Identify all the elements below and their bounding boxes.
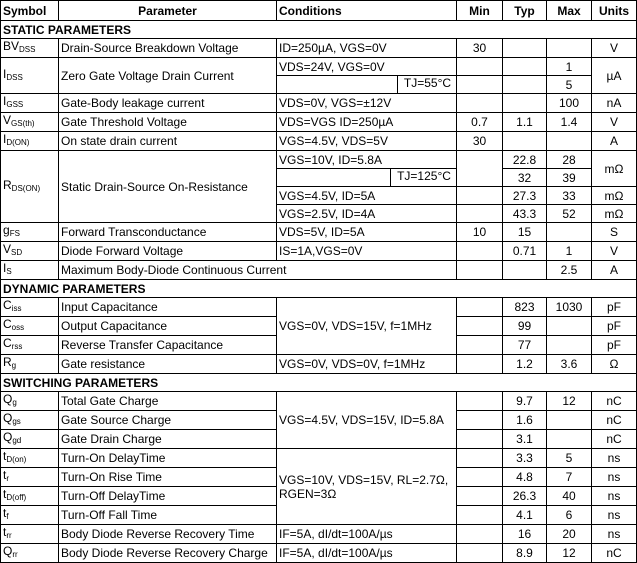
typ: 1.6 — [503, 411, 547, 430]
condition: VGS=4.5V, VDS=15V, ID=5.8A — [277, 392, 457, 449]
unit: mΩ — [592, 205, 637, 223]
condition — [277, 169, 457, 187]
max: 20 — [547, 525, 592, 544]
condition: VGS=2.5V, ID=4A — [277, 205, 457, 223]
condition: IF=5A, dI/dt=100A/µs — [277, 544, 457, 563]
condition: VDS=5V, ID=5A — [277, 223, 457, 242]
parameter: Body Diode Reverse Recovery Charge — [59, 544, 277, 563]
parameter: Gate Drain Charge — [59, 430, 277, 449]
table-row — [1, 39, 637, 58]
section-row — [1, 21, 637, 39]
typ: 4.1 — [503, 506, 547, 525]
max: 12 — [547, 392, 592, 411]
unit: pF — [592, 336, 637, 355]
typ: 3.1 — [503, 430, 547, 449]
symbol: $g_{FS}$ — [1, 223, 59, 242]
min — [457, 261, 503, 280]
parameter: Static Drain-Source On-Resistance — [59, 151, 277, 223]
parameter: Body Diode Reverse Recovery Time — [59, 525, 277, 544]
min — [457, 487, 503, 506]
parameter: Gate resistance — [59, 355, 277, 374]
max: 3.6 — [547, 355, 592, 374]
symbol: $C_{rss}$ — [1, 336, 59, 355]
section-switching: SWITCHING PARAMETERS — [1, 374, 637, 392]
parameter: Gate Source Charge — [59, 411, 277, 430]
parameter: Gate-Body leakage current — [59, 94, 277, 113]
typ: 32 — [503, 169, 547, 187]
table-row — [1, 544, 637, 563]
header-conditions: Conditions — [277, 1, 457, 21]
section-row — [1, 280, 637, 298]
min: 10 — [457, 223, 503, 242]
min — [457, 544, 503, 563]
typ: 26.3 — [503, 487, 547, 506]
parameter: Maximum Body-Diode Continuous Current — [59, 261, 457, 280]
symbol: $t_f$ — [1, 506, 59, 525]
condition: IF=5A, dI/dt=100A/µs — [277, 525, 457, 544]
unit: V — [592, 113, 637, 132]
min: 30 — [457, 39, 503, 58]
symbol: $t_{D(on)}$ — [1, 449, 59, 468]
section-row — [1, 374, 637, 392]
typ — [503, 58, 547, 76]
min — [457, 94, 503, 113]
unit: pF — [592, 298, 637, 317]
min — [457, 392, 503, 411]
unit: ns — [592, 525, 637, 544]
unit: nC — [592, 430, 637, 449]
condition: IS=1A,VGS=0V — [277, 242, 457, 261]
min — [457, 506, 503, 525]
max: 6 — [547, 506, 592, 525]
symbol: $Q_{gs}$ — [1, 411, 59, 430]
min — [457, 187, 503, 205]
max — [547, 223, 592, 242]
min — [457, 449, 503, 468]
min — [457, 430, 503, 449]
min — [457, 76, 503, 94]
typ: 3.3 — [503, 449, 547, 468]
min — [457, 58, 503, 76]
unit: V — [592, 39, 637, 58]
unit: nC — [592, 544, 637, 563]
parameter: On state drain current — [59, 132, 277, 151]
unit: A — [592, 132, 637, 151]
max — [547, 411, 592, 430]
condition — [277, 76, 457, 94]
min — [457, 298, 503, 317]
min — [457, 355, 503, 374]
max — [547, 39, 592, 58]
symbol: $I_{DSS}$ — [1, 58, 59, 94]
header-row — [1, 1, 637, 21]
min — [457, 336, 503, 355]
typ — [503, 132, 547, 151]
condition: VGS=0V, VDS=15V, f=1MHz — [277, 298, 457, 355]
max: 7 — [547, 468, 592, 487]
max: 1030 — [547, 298, 592, 317]
max: 1.4 — [547, 113, 592, 132]
parameter: Input Capacitance — [59, 298, 277, 317]
typ: 9.7 — [503, 392, 547, 411]
max: 100 — [547, 94, 592, 113]
unit: nA — [592, 94, 637, 113]
symbol: $Q_{rr}$ — [1, 544, 59, 563]
symbol: $t_r$ — [1, 468, 59, 487]
parameter: Drain-Source Breakdown Voltage — [59, 39, 277, 58]
typ: 8.9 — [503, 544, 547, 563]
header-units: Units — [592, 1, 637, 21]
min — [457, 317, 503, 336]
min — [457, 151, 503, 187]
symbol: $I_S$ — [1, 261, 59, 280]
max: 1 — [547, 58, 592, 76]
unit: µA — [592, 58, 637, 94]
symbol: $I_{D(ON)}$ — [1, 132, 59, 151]
parameter: Zero Gate Voltage Drain Current — [59, 58, 277, 94]
condition: VDS=0V, VGS=±12V — [277, 94, 457, 113]
typ — [503, 76, 547, 94]
tj-condition: TJ=125°C — [390, 169, 457, 186]
unit: V — [592, 242, 637, 261]
unit: ns — [592, 506, 637, 525]
symbol: $t_{D(off)}$ — [1, 487, 59, 506]
symbol: $BV_{DSS}$ — [1, 39, 59, 58]
max: 5 — [547, 449, 592, 468]
tj-condition: TJ=55°C — [397, 76, 457, 93]
table-row — [1, 242, 637, 261]
typ: 99 — [503, 317, 547, 336]
unit: nC — [592, 411, 637, 430]
symbol: $V_{SD}$ — [1, 242, 59, 261]
parameter: Gate Threshold Voltage — [59, 113, 277, 132]
parameter: Turn-On Rise Time — [59, 468, 277, 487]
unit: pF — [592, 317, 637, 336]
header-symbol: Symbol — [1, 1, 59, 21]
typ: 4.8 — [503, 468, 547, 487]
typ: 15 — [503, 223, 547, 242]
parameter: Turn-On DelayTime — [59, 449, 277, 468]
condition: ID=250µA, VGS=0V — [277, 39, 457, 58]
unit: ns — [592, 449, 637, 468]
unit: mΩ — [592, 151, 637, 187]
typ — [503, 261, 547, 280]
max: 40 — [547, 487, 592, 506]
typ — [503, 94, 547, 113]
table-row — [1, 58, 637, 76]
typ: 823 — [503, 298, 547, 317]
min — [457, 242, 503, 261]
parameter: Total Gate Charge — [59, 392, 277, 411]
unit: nC — [592, 392, 637, 411]
max — [547, 430, 592, 449]
table-row — [1, 94, 637, 113]
condition: VGS=0V, VDS=0V, f=1MHz — [277, 355, 457, 374]
max: 39 — [547, 169, 592, 187]
symbol: $Q_{gd}$ — [1, 430, 59, 449]
unit: S — [592, 223, 637, 242]
table-row — [1, 392, 637, 411]
parameter: Reverse Transfer Capacitance — [59, 336, 277, 355]
typ: 16 — [503, 525, 547, 544]
typ: 1.1 — [503, 113, 547, 132]
min — [457, 525, 503, 544]
parameter: Diode Forward Voltage — [59, 242, 277, 261]
max — [547, 317, 592, 336]
condition: VDS=VGS ID=250µA — [277, 113, 457, 132]
table-row — [1, 151, 637, 169]
table-row — [1, 298, 637, 317]
parameter: Output Capacitance — [59, 317, 277, 336]
unit: ns — [592, 487, 637, 506]
max: 33 — [547, 187, 592, 205]
table-row — [1, 113, 637, 132]
parameter: Forward Transconductance — [59, 223, 277, 242]
min — [457, 468, 503, 487]
header-min: Min — [457, 1, 503, 21]
symbol: $V_{GS(th)}$ — [1, 113, 59, 132]
symbol: $R_{DS(ON)}$ — [1, 151, 59, 223]
symbol: $C_{iss}$ — [1, 298, 59, 317]
typ — [503, 39, 547, 58]
unit: mΩ — [592, 187, 637, 205]
condition: VGS=10V, ID=5.8A — [277, 151, 457, 169]
unit: Ω — [592, 355, 637, 374]
max: 28 — [547, 151, 592, 169]
max: 2.5 — [547, 261, 592, 280]
symbol: $I_{GSS}$ — [1, 94, 59, 113]
min: 0.7 — [457, 113, 503, 132]
symbol: $t_{rr}$ — [1, 525, 59, 544]
header-parameter: Parameter — [59, 1, 277, 21]
condition: VGS=10V, VDS=15V, RL=2.7Ω, RGEN=3Ω — [277, 449, 457, 525]
table-row — [1, 449, 637, 468]
max: 5 — [547, 76, 592, 94]
unit: A — [592, 261, 637, 280]
max: 52 — [547, 205, 592, 223]
max: 1 — [547, 242, 592, 261]
table-row — [1, 261, 637, 280]
min — [457, 205, 503, 223]
section-static: STATIC PARAMETERS — [1, 21, 637, 39]
section-dynamic: DYNAMIC PARAMETERS — [1, 280, 637, 298]
table-row — [1, 223, 637, 242]
max: 12 — [547, 544, 592, 563]
header-max: Max — [547, 1, 592, 21]
condition: VGS=4.5V, VDS=5V — [277, 132, 457, 151]
min: 30 — [457, 132, 503, 151]
symbol: $C_{oss}$ — [1, 317, 59, 336]
condition: VDS=24V, VGS=0V — [277, 58, 457, 76]
parameter: Turn-Off Fall Time — [59, 506, 277, 525]
typ: 77 — [503, 336, 547, 355]
table-row — [1, 132, 637, 151]
parameter: Turn-Off DelayTime — [59, 487, 277, 506]
table-row — [1, 525, 637, 544]
symbol: $Q_g$ — [1, 392, 59, 411]
header-typ: Typ — [503, 1, 547, 21]
symbol: $R_g$ — [1, 355, 59, 374]
typ: 43.3 — [503, 205, 547, 223]
typ: 1.2 — [503, 355, 547, 374]
typ: 0.71 — [503, 242, 547, 261]
max — [547, 336, 592, 355]
typ: 27.3 — [503, 187, 547, 205]
min — [457, 411, 503, 430]
table-row — [1, 355, 637, 374]
max — [547, 132, 592, 151]
typ: 22.8 — [503, 151, 547, 169]
condition: VGS=4.5V, ID=5A — [277, 187, 457, 205]
unit: ns — [592, 468, 637, 487]
